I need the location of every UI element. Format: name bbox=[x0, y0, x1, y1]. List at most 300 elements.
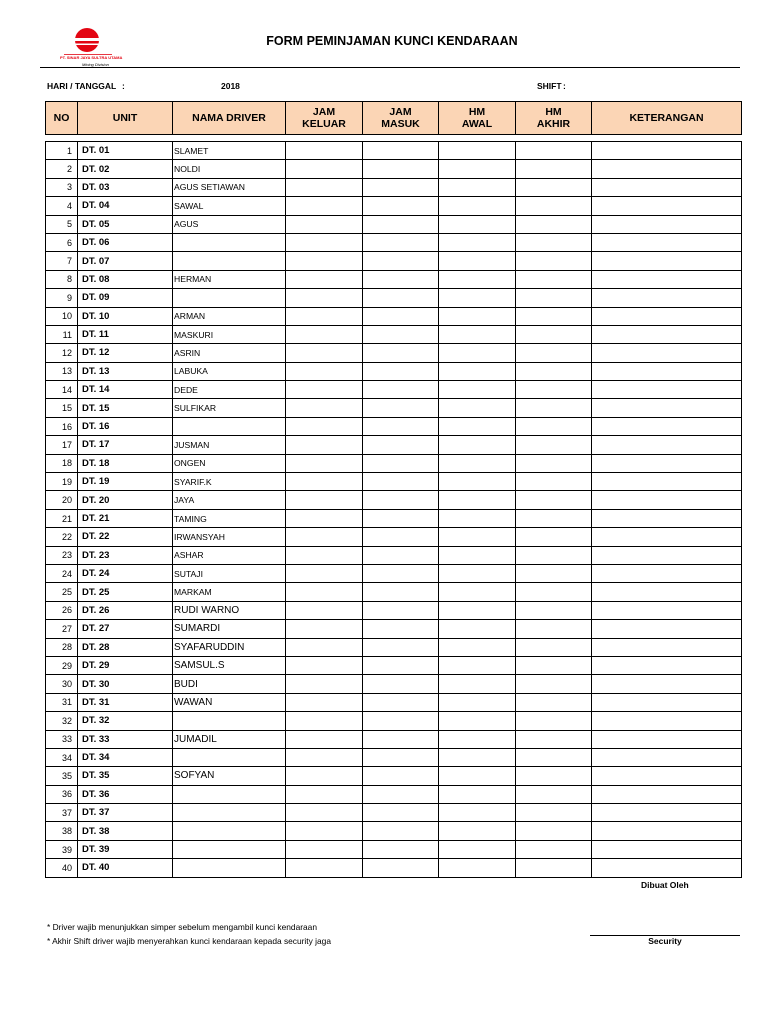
row-hm-akhir[interactable] bbox=[516, 675, 592, 693]
row-hm-awal[interactable] bbox=[439, 160, 516, 178]
col-header-hm-awal: HM AWAL bbox=[439, 102, 516, 135]
row-keterangan[interactable] bbox=[592, 859, 742, 877]
row-jam-keluar[interactable] bbox=[286, 620, 363, 638]
row-hm-awal[interactable] bbox=[439, 656, 516, 674]
row-no: 11 bbox=[46, 325, 78, 343]
row-hm-awal[interactable] bbox=[439, 785, 516, 803]
row-driver[interactable]: BUDI bbox=[173, 675, 286, 693]
row-hm-akhir[interactable] bbox=[516, 712, 592, 730]
row-hm-akhir[interactable] bbox=[516, 509, 592, 527]
row-driver[interactable]: SAMSUL.S bbox=[173, 656, 286, 674]
row-driver[interactable] bbox=[173, 804, 286, 822]
row-driver[interactable]: SUMARDI bbox=[173, 620, 286, 638]
row-jam-keluar[interactable] bbox=[286, 491, 363, 509]
row-hm-akhir[interactable] bbox=[516, 767, 592, 785]
table-row bbox=[46, 840, 742, 858]
row-keterangan[interactable] bbox=[592, 822, 742, 840]
row-keterangan[interactable] bbox=[592, 693, 742, 711]
row-keterangan[interactable] bbox=[592, 233, 742, 251]
row-hm-awal[interactable] bbox=[439, 142, 516, 160]
row-jam-masuk[interactable] bbox=[363, 822, 439, 840]
row-keterangan[interactable] bbox=[592, 142, 742, 160]
table-row bbox=[46, 491, 742, 509]
row-driver[interactable] bbox=[173, 712, 286, 730]
row-keterangan[interactable] bbox=[592, 197, 742, 215]
row-jam-masuk[interactable] bbox=[363, 767, 439, 785]
row-hm-awal[interactable] bbox=[439, 473, 516, 491]
row-jam-keluar[interactable] bbox=[286, 197, 363, 215]
row-jam-keluar[interactable] bbox=[286, 546, 363, 564]
row-jam-keluar[interactable] bbox=[286, 381, 363, 399]
row-unit: DT. 13 bbox=[78, 362, 173, 380]
row-jam-keluar[interactable] bbox=[286, 804, 363, 822]
row-driver[interactable]: NOLDI bbox=[173, 160, 286, 178]
row-driver[interactable]: ASHAR bbox=[173, 546, 286, 564]
row-keterangan[interactable] bbox=[592, 307, 742, 325]
row-driver[interactable]: SOFYAN bbox=[173, 767, 286, 785]
row-jam-masuk[interactable] bbox=[363, 491, 439, 509]
row-keterangan[interactable] bbox=[592, 381, 742, 399]
dibuat-oleh-label: Dibuat Oleh bbox=[641, 880, 689, 890]
row-keterangan[interactable] bbox=[592, 712, 742, 730]
row-keterangan[interactable] bbox=[592, 767, 742, 785]
row-jam-masuk[interactable] bbox=[363, 381, 439, 399]
row-keterangan[interactable] bbox=[592, 399, 742, 417]
table-row bbox=[46, 675, 742, 693]
row-hm-akhir[interactable] bbox=[516, 142, 592, 160]
row-unit: DT. 34 bbox=[78, 748, 173, 766]
row-keterangan[interactable] bbox=[592, 473, 742, 491]
row-jam-masuk[interactable] bbox=[363, 215, 439, 233]
row-no: 33 bbox=[46, 730, 78, 748]
row-jam-keluar[interactable] bbox=[286, 215, 363, 233]
row-no: 4 bbox=[46, 197, 78, 215]
row-jam-keluar[interactable] bbox=[286, 289, 363, 307]
row-jam-keluar[interactable] bbox=[286, 767, 363, 785]
row-keterangan[interactable] bbox=[592, 656, 742, 674]
row-jam-keluar[interactable] bbox=[286, 601, 363, 619]
row-driver[interactable] bbox=[173, 417, 286, 435]
row-hm-akhir[interactable] bbox=[516, 270, 592, 288]
row-hm-awal[interactable] bbox=[439, 399, 516, 417]
row-jam-keluar[interactable] bbox=[286, 583, 363, 601]
row-hm-akhir[interactable] bbox=[516, 693, 592, 711]
col-header-jam-masuk: JAM MASUK bbox=[363, 102, 439, 135]
row-jam-keluar[interactable] bbox=[286, 417, 363, 435]
row-jam-masuk[interactable] bbox=[363, 436, 439, 454]
row-keterangan[interactable] bbox=[592, 840, 742, 858]
row-keterangan[interactable] bbox=[592, 344, 742, 362]
row-hm-awal[interactable] bbox=[439, 693, 516, 711]
row-jam-keluar[interactable] bbox=[286, 160, 363, 178]
row-driver[interactable]: JUSMAN bbox=[173, 436, 286, 454]
row-hm-awal[interactable] bbox=[439, 289, 516, 307]
row-driver[interactable]: MARKAM bbox=[173, 583, 286, 601]
row-jam-keluar[interactable] bbox=[286, 178, 363, 196]
row-hm-akhir[interactable] bbox=[516, 583, 592, 601]
row-hm-akhir[interactable] bbox=[516, 730, 592, 748]
row-hm-awal[interactable] bbox=[439, 197, 516, 215]
row-keterangan[interactable] bbox=[592, 620, 742, 638]
row-driver[interactable]: SUTAJI bbox=[173, 564, 286, 582]
row-driver[interactable]: DEDE bbox=[173, 381, 286, 399]
row-driver[interactable]: ONGEN bbox=[173, 454, 286, 472]
row-hm-akhir[interactable] bbox=[516, 822, 592, 840]
row-hm-awal[interactable] bbox=[439, 233, 516, 251]
row-keterangan[interactable] bbox=[592, 491, 742, 509]
col-header-jam-keluar: JAM KELUAR bbox=[286, 102, 363, 135]
row-hm-awal[interactable] bbox=[439, 675, 516, 693]
row-unit: DT. 23 bbox=[78, 546, 173, 564]
row-jam-masuk[interactable] bbox=[363, 675, 439, 693]
row-hm-akhir[interactable] bbox=[516, 528, 592, 546]
row-jam-keluar[interactable] bbox=[286, 840, 363, 858]
row-jam-keluar[interactable] bbox=[286, 748, 363, 766]
row-hm-akhir[interactable] bbox=[516, 656, 592, 674]
row-hm-akhir[interactable] bbox=[516, 215, 592, 233]
row-hm-akhir[interactable] bbox=[516, 638, 592, 656]
row-driver[interactable]: WAWAN bbox=[173, 693, 286, 711]
row-hm-awal[interactable] bbox=[439, 509, 516, 527]
row-hm-akhir[interactable] bbox=[516, 620, 592, 638]
row-hm-akhir[interactable] bbox=[516, 564, 592, 582]
row-keterangan[interactable] bbox=[592, 215, 742, 233]
row-jam-masuk[interactable] bbox=[363, 233, 439, 251]
row-driver[interactable]: IRWANSYAH bbox=[173, 528, 286, 546]
row-jam-masuk[interactable] bbox=[363, 601, 439, 619]
table-row bbox=[46, 564, 742, 582]
row-driver[interactable]: AGUS bbox=[173, 215, 286, 233]
row-unit: DT. 11 bbox=[78, 325, 173, 343]
shift-colon: : bbox=[563, 81, 566, 91]
row-jam-masuk[interactable] bbox=[363, 307, 439, 325]
row-unit: DT. 08 bbox=[78, 270, 173, 288]
row-keterangan[interactable] bbox=[592, 730, 742, 748]
row-hm-awal[interactable] bbox=[439, 270, 516, 288]
row-hm-akhir[interactable] bbox=[516, 804, 592, 822]
row-driver[interactable]: LABUKA bbox=[173, 362, 286, 380]
row-hm-akhir[interactable] bbox=[516, 160, 592, 178]
row-driver[interactable]: MASKURI bbox=[173, 325, 286, 343]
row-jam-masuk[interactable] bbox=[363, 546, 439, 564]
row-hm-awal[interactable] bbox=[439, 215, 516, 233]
row-driver[interactable]: SYARIF.K bbox=[173, 473, 286, 491]
row-jam-masuk[interactable] bbox=[363, 473, 439, 491]
row-keterangan[interactable] bbox=[592, 564, 742, 582]
row-hm-akhir[interactable] bbox=[516, 307, 592, 325]
row-hm-awal[interactable] bbox=[439, 712, 516, 730]
row-hm-akhir[interactable] bbox=[516, 601, 592, 619]
row-hm-akhir[interactable] bbox=[516, 399, 592, 417]
row-jam-keluar[interactable] bbox=[286, 785, 363, 803]
row-hm-akhir[interactable] bbox=[516, 473, 592, 491]
row-jam-masuk[interactable] bbox=[363, 362, 439, 380]
row-jam-masuk[interactable] bbox=[363, 289, 439, 307]
table-row bbox=[46, 528, 742, 546]
row-keterangan[interactable] bbox=[592, 601, 742, 619]
row-hm-awal[interactable] bbox=[439, 601, 516, 619]
row-keterangan[interactable] bbox=[592, 417, 742, 435]
row-jam-keluar[interactable] bbox=[286, 693, 363, 711]
row-hm-akhir[interactable] bbox=[516, 859, 592, 877]
row-unit: DT. 40 bbox=[78, 859, 173, 877]
row-hm-akhir[interactable] bbox=[516, 840, 592, 858]
row-jam-masuk[interactable] bbox=[363, 160, 439, 178]
row-hm-awal[interactable] bbox=[439, 620, 516, 638]
table-row bbox=[46, 362, 742, 380]
row-jam-keluar[interactable] bbox=[286, 270, 363, 288]
row-jam-masuk[interactable] bbox=[363, 142, 439, 160]
row-hm-awal[interactable] bbox=[439, 344, 516, 362]
row-keterangan[interactable] bbox=[592, 252, 742, 270]
row-no: 7 bbox=[46, 252, 78, 270]
row-jam-keluar[interactable] bbox=[286, 509, 363, 527]
row-hm-akhir[interactable] bbox=[516, 417, 592, 435]
row-hm-akhir[interactable] bbox=[516, 197, 592, 215]
date-year[interactable]: 2018 bbox=[221, 81, 240, 91]
row-driver[interactable] bbox=[173, 748, 286, 766]
row-jam-keluar[interactable] bbox=[286, 454, 363, 472]
row-unit: DT. 24 bbox=[78, 564, 173, 582]
row-no: 1 bbox=[46, 142, 78, 160]
table-row bbox=[46, 473, 742, 491]
row-jam-keluar[interactable] bbox=[286, 638, 363, 656]
row-keterangan[interactable] bbox=[592, 583, 742, 601]
table-row bbox=[46, 233, 742, 251]
row-hm-akhir[interactable] bbox=[516, 491, 592, 509]
row-jam-keluar[interactable] bbox=[286, 436, 363, 454]
note-2: * Akhir Shift driver wajib menyerahkan kunci kendaraan kepada security jaga bbox=[47, 936, 331, 946]
row-hm-akhir[interactable] bbox=[516, 748, 592, 766]
row-no: 30 bbox=[46, 675, 78, 693]
row-jam-keluar[interactable] bbox=[286, 656, 363, 674]
row-hm-akhir[interactable] bbox=[516, 344, 592, 362]
row-hm-awal[interactable] bbox=[439, 417, 516, 435]
row-driver[interactable]: SLAMET bbox=[173, 142, 286, 160]
row-jam-keluar[interactable] bbox=[286, 859, 363, 877]
row-keterangan[interactable] bbox=[592, 528, 742, 546]
row-no: 32 bbox=[46, 712, 78, 730]
row-hm-awal[interactable] bbox=[439, 381, 516, 399]
table-row bbox=[46, 142, 742, 160]
row-driver[interactable]: ARMAN bbox=[173, 307, 286, 325]
row-jam-keluar[interactable] bbox=[286, 730, 363, 748]
table-row bbox=[46, 620, 742, 638]
row-driver[interactable]: SAWAL bbox=[173, 197, 286, 215]
row-jam-masuk[interactable] bbox=[363, 270, 439, 288]
company-logo bbox=[60, 26, 130, 70]
row-no: 38 bbox=[46, 822, 78, 840]
row-keterangan[interactable] bbox=[592, 454, 742, 472]
row-keterangan[interactable] bbox=[592, 675, 742, 693]
row-hm-akhir[interactable] bbox=[516, 436, 592, 454]
row-jam-masuk[interactable] bbox=[363, 417, 439, 435]
row-driver[interactable]: ASRIN bbox=[173, 344, 286, 362]
row-keterangan[interactable] bbox=[592, 546, 742, 564]
row-no: 8 bbox=[46, 270, 78, 288]
table-row bbox=[46, 436, 742, 454]
row-keterangan[interactable] bbox=[592, 270, 742, 288]
row-driver[interactable]: RUDI WARNO bbox=[173, 601, 286, 619]
row-jam-masuk[interactable] bbox=[363, 840, 439, 858]
row-jam-masuk[interactable] bbox=[363, 730, 439, 748]
row-hm-awal[interactable] bbox=[439, 362, 516, 380]
row-keterangan[interactable] bbox=[592, 748, 742, 766]
col-header-keterangan: KETERANGAN bbox=[592, 102, 742, 135]
row-no: 5 bbox=[46, 215, 78, 233]
row-jam-masuk[interactable] bbox=[363, 620, 439, 638]
row-driver[interactable] bbox=[173, 859, 286, 877]
row-no: 17 bbox=[46, 436, 78, 454]
row-hm-awal[interactable] bbox=[439, 546, 516, 564]
row-jam-masuk[interactable] bbox=[363, 344, 439, 362]
row-driver[interactable] bbox=[173, 233, 286, 251]
table-row bbox=[46, 767, 742, 785]
row-driver[interactable]: SULFIKAR bbox=[173, 399, 286, 417]
row-jam-keluar[interactable] bbox=[286, 528, 363, 546]
row-unit: DT. 33 bbox=[78, 730, 173, 748]
row-jam-masuk[interactable] bbox=[363, 509, 439, 527]
row-hm-akhir[interactable] bbox=[516, 178, 592, 196]
row-hm-awal[interactable] bbox=[439, 804, 516, 822]
row-jam-keluar[interactable] bbox=[286, 675, 363, 693]
row-keterangan[interactable] bbox=[592, 160, 742, 178]
row-no: 26 bbox=[46, 601, 78, 619]
row-jam-keluar[interactable] bbox=[286, 362, 363, 380]
row-jam-keluar[interactable] bbox=[286, 712, 363, 730]
column-header-table bbox=[45, 101, 742, 135]
row-jam-masuk[interactable] bbox=[363, 399, 439, 417]
row-jam-masuk[interactable] bbox=[363, 693, 439, 711]
row-keterangan[interactable] bbox=[592, 325, 742, 343]
row-unit: DT. 14 bbox=[78, 381, 173, 399]
row-keterangan[interactable] bbox=[592, 289, 742, 307]
row-hm-awal[interactable] bbox=[439, 840, 516, 858]
row-keterangan[interactable] bbox=[592, 804, 742, 822]
row-driver[interactable] bbox=[173, 822, 286, 840]
row-jam-masuk[interactable] bbox=[363, 252, 439, 270]
row-jam-masuk[interactable] bbox=[363, 564, 439, 582]
row-driver[interactable]: SYAFARUDDIN bbox=[173, 638, 286, 656]
row-no: 39 bbox=[46, 840, 78, 858]
row-keterangan[interactable] bbox=[592, 509, 742, 527]
row-unit: DT. 10 bbox=[78, 307, 173, 325]
row-keterangan[interactable] bbox=[592, 362, 742, 380]
row-driver[interactable]: TAMING bbox=[173, 509, 286, 527]
row-hm-awal[interactable] bbox=[439, 583, 516, 601]
row-no: 6 bbox=[46, 233, 78, 251]
row-driver[interactable] bbox=[173, 252, 286, 270]
row-hm-awal[interactable] bbox=[439, 491, 516, 509]
row-keterangan[interactable] bbox=[592, 178, 742, 196]
row-jam-masuk[interactable] bbox=[363, 859, 439, 877]
row-jam-keluar[interactable] bbox=[286, 325, 363, 343]
row-jam-masuk[interactable] bbox=[363, 712, 439, 730]
row-keterangan[interactable] bbox=[592, 785, 742, 803]
row-keterangan[interactable] bbox=[592, 638, 742, 656]
row-unit: DT. 01 bbox=[78, 142, 173, 160]
row-jam-keluar[interactable] bbox=[286, 564, 363, 582]
row-jam-keluar[interactable] bbox=[286, 307, 363, 325]
row-jam-masuk[interactable] bbox=[363, 528, 439, 546]
row-jam-masuk[interactable] bbox=[363, 656, 439, 674]
row-hm-awal[interactable] bbox=[439, 638, 516, 656]
row-hm-awal[interactable] bbox=[439, 730, 516, 748]
row-jam-masuk[interactable] bbox=[363, 583, 439, 601]
row-hm-akhir[interactable] bbox=[516, 233, 592, 251]
row-driver[interactable]: HERMAN bbox=[173, 270, 286, 288]
row-no: 12 bbox=[46, 344, 78, 362]
row-driver[interactable]: AGUS SETIAWAN bbox=[173, 178, 286, 196]
row-hm-awal[interactable] bbox=[439, 767, 516, 785]
row-hm-awal[interactable] bbox=[439, 252, 516, 270]
row-driver[interactable] bbox=[173, 289, 286, 307]
row-jam-masuk[interactable] bbox=[363, 178, 439, 196]
row-hm-akhir[interactable] bbox=[516, 325, 592, 343]
row-unit: DT. 06 bbox=[78, 233, 173, 251]
row-hm-awal[interactable] bbox=[439, 454, 516, 472]
row-unit: DT. 17 bbox=[78, 436, 173, 454]
row-driver[interactable] bbox=[173, 840, 286, 858]
row-unit: DT. 18 bbox=[78, 454, 173, 472]
row-no: 40 bbox=[46, 859, 78, 877]
row-hm-akhir[interactable] bbox=[516, 785, 592, 803]
hari-tanggal-colon: : bbox=[122, 81, 125, 91]
row-hm-awal[interactable] bbox=[439, 564, 516, 582]
row-jam-keluar[interactable] bbox=[286, 233, 363, 251]
row-no: 35 bbox=[46, 767, 78, 785]
row-unit: DT. 20 bbox=[78, 491, 173, 509]
row-hm-awal[interactable] bbox=[439, 822, 516, 840]
row-hm-akhir[interactable] bbox=[516, 362, 592, 380]
row-jam-masuk[interactable] bbox=[363, 638, 439, 656]
row-driver[interactable]: JAYA bbox=[173, 491, 286, 509]
row-hm-awal[interactable] bbox=[439, 436, 516, 454]
row-hm-awal[interactable] bbox=[439, 528, 516, 546]
row-jam-keluar[interactable] bbox=[286, 822, 363, 840]
row-hm-awal[interactable] bbox=[439, 178, 516, 196]
row-jam-keluar[interactable] bbox=[286, 473, 363, 491]
row-jam-keluar[interactable] bbox=[286, 142, 363, 160]
row-hm-awal[interactable] bbox=[439, 325, 516, 343]
row-no: 31 bbox=[46, 693, 78, 711]
row-driver[interactable]: JUMADIL bbox=[173, 730, 286, 748]
table-row bbox=[46, 601, 742, 619]
row-jam-masuk[interactable] bbox=[363, 785, 439, 803]
row-no: 10 bbox=[46, 307, 78, 325]
row-hm-akhir[interactable] bbox=[516, 546, 592, 564]
row-hm-akhir[interactable] bbox=[516, 381, 592, 399]
row-jam-masuk[interactable] bbox=[363, 804, 439, 822]
row-keterangan[interactable] bbox=[592, 436, 742, 454]
row-hm-akhir[interactable] bbox=[516, 454, 592, 472]
row-hm-akhir[interactable] bbox=[516, 289, 592, 307]
row-jam-masuk[interactable] bbox=[363, 454, 439, 472]
row-jam-masuk[interactable] bbox=[363, 197, 439, 215]
row-hm-akhir[interactable] bbox=[516, 252, 592, 270]
row-jam-masuk[interactable] bbox=[363, 748, 439, 766]
row-jam-keluar[interactable] bbox=[286, 344, 363, 362]
row-hm-awal[interactable] bbox=[439, 859, 516, 877]
table-row bbox=[46, 270, 742, 288]
row-driver[interactable] bbox=[173, 785, 286, 803]
row-jam-keluar[interactable] bbox=[286, 252, 363, 270]
row-unit: DT. 09 bbox=[78, 289, 173, 307]
row-jam-keluar[interactable] bbox=[286, 399, 363, 417]
row-jam-masuk[interactable] bbox=[363, 325, 439, 343]
row-hm-awal[interactable] bbox=[439, 748, 516, 766]
row-hm-awal[interactable] bbox=[439, 307, 516, 325]
